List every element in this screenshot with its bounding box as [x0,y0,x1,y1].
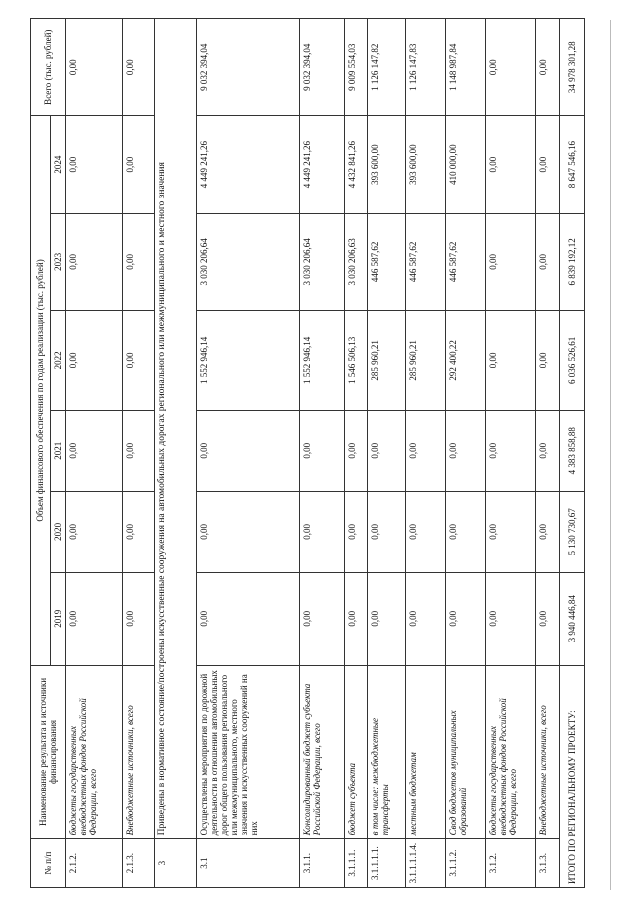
cell-value: 0,00 [485,410,536,491]
table-row [123,19,155,888]
header-row-1 [31,19,51,888]
cell-total: 1 126 147,83 [405,19,445,116]
cell-value: 1 546 506,13 [344,311,367,411]
row-name: Консолидированный бюджет субъекта Российской Федерации, всего [300,665,344,839]
row-name: Свод бюджетов муниципальных образований [445,665,485,839]
cell-value: 0,00 [445,410,485,491]
cell-value: 0,00 [66,311,123,411]
cell-value: 0,00 [445,491,485,572]
cell-value: 446 587,62 [445,213,485,310]
cell-value: 0,00 [196,491,299,572]
cell-value: 0,00 [536,491,559,572]
cell-value: 446 587,62 [367,213,405,310]
row-num: 3.1.1. [300,839,344,888]
table-row [367,19,405,888]
grand-total: 34 978 301,28 [559,19,584,116]
cell-value: 0,00 [66,491,123,572]
total-value: 4 383 858,88 [559,410,584,491]
cell-value: 1 552 946,14 [300,311,344,411]
cell-value: 0,00 [367,491,405,572]
header-year: 2019 [51,572,66,665]
cell-total: 9 032 394,04 [196,19,299,116]
cell-value: 0,00 [66,213,123,310]
cell-value: 0,00 [405,410,445,491]
cell-value: 292 400,22 [445,311,485,411]
cell-value: 3 030 206,64 [300,213,344,310]
cell-value: 0,00 [300,572,344,665]
cell-total: 0,00 [123,19,155,116]
cell-value: 0,00 [536,116,559,213]
section-row [154,19,196,888]
cell-value: 285 960,21 [405,311,445,411]
row-num: 3.1 [196,839,299,888]
cell-value: 0,00 [485,491,536,572]
table-row [300,19,344,888]
cell-total: 0,00 [66,19,123,116]
cell-value: 0,00 [344,410,367,491]
row-num: 3.1.2. [485,839,536,888]
cell-value: 0,00 [66,116,123,213]
cell-value: 0,00 [123,311,155,411]
cell-total: 9 032 394,04 [300,19,344,116]
cell-value: 0,00 [536,311,559,411]
header-year: 2021 [51,410,66,491]
total-value: 3 940 446,84 [559,572,584,665]
row-num: 3.1.1.1. [344,839,367,888]
section-title: Приведены в нормативное состояние/построены искусственные сооружения на автомобильных дорогах регионального или межмуниципального и местного значения [154,19,196,839]
cell-value: 4 449 241,26 [196,116,299,213]
cell-value: 0,00 [485,572,536,665]
table-row [485,19,536,888]
row-num: 3.1.3. [536,839,559,888]
header-year-group: Объем финансового обеспечения по годам реализации (тыс. рублей) [31,116,51,665]
total-label: ИТОГО ПО РЕГИОНАЛЬНОМУ ПРОЕКТУ: [559,665,584,887]
row-name: бюджеты государственных внебюджетных фондов Российской Федерации, всего [485,665,536,839]
cell-value: 0,00 [123,572,155,665]
row-num: 2.1.3. [123,839,155,888]
row-num: 3.1.1.2. [445,839,485,888]
cell-value: 0,00 [485,311,536,411]
total-value: 8 647 546,16 [559,116,584,213]
total-row [559,19,584,888]
header-year: 2020 [51,491,66,572]
header-num: № п/п [31,839,66,888]
cell-total: 1 148 987,84 [445,19,485,116]
table-row [196,19,299,888]
cell-value: 0,00 [367,410,405,491]
table-row [445,19,485,888]
cell-value: 0,00 [123,213,155,310]
table-row [66,19,123,888]
total-value: 6 036 526,61 [559,311,584,411]
table-row [536,19,559,888]
cell-value: 0,00 [196,410,299,491]
cell-value: 0,00 [485,116,536,213]
row-name: Внебюджетные источники, всего [536,665,559,839]
financing-table [30,18,585,888]
cell-value: 0,00 [536,213,559,310]
cell-value: 410 000,00 [445,116,485,213]
cell-value: 0,00 [123,410,155,491]
header-year: 2024 [51,116,66,213]
cell-value: 446 587,62 [405,213,445,310]
cell-value: 0,00 [445,572,485,665]
row-name: Внебюджетные источники, всего [123,665,155,839]
cell-value: 285 960,21 [367,311,405,411]
cell-value: 0,00 [123,491,155,572]
cell-value: 0,00 [344,491,367,572]
row-num: 3.1.1.1.1.4. [405,839,445,888]
cell-value: 0,00 [66,572,123,665]
row-num: 2.1.2. [66,839,123,888]
cell-value: 393 600,00 [367,116,405,213]
cell-value: 0,00 [196,572,299,665]
cell-value: 4 449 241,26 [300,116,344,213]
cell-value: 0,00 [405,491,445,572]
header-name: Наименование результата и источники финансирования [31,665,66,839]
cell-value: 0,00 [344,572,367,665]
cell-value: 0,00 [485,213,536,310]
table-row [344,19,367,888]
cell-value: 4 432 841,26 [344,116,367,213]
table-row [405,19,445,888]
cell-value: 0,00 [367,572,405,665]
cell-value: 3 030 206,64 [196,213,299,310]
header-total: Всего (тыс. рублей) [31,19,66,116]
cell-value: 3 030 206,63 [344,213,367,310]
header-year: 2022 [51,311,66,411]
row-num: 3.1.1.1.1. [367,839,405,888]
cell-total: 1 126 147,82 [367,19,405,116]
row-name: Осуществлены мероприятия по дорожной деятельности в отношении автомобильных дорог общего пользования регионального или межмуниципального, местного значения и искусственных сооружений на них [196,665,299,839]
row-name: в том числе: межбюджетные трансферты [367,665,405,839]
header-year: 2023 [51,213,66,310]
cell-total: 0,00 [536,19,559,116]
row-name: бюджеты государственных внебюджетных фондов Российской Федерации, всего [66,665,123,839]
row-name: местным бюджетам [405,665,445,839]
section-num: 3 [154,839,196,888]
total-value: 6 839 192,12 [559,213,584,310]
rotated-table-wrapper [30,18,585,888]
cell-value: 393 600,00 [405,116,445,213]
cell-value: 0,00 [66,410,123,491]
page-edge-line [610,20,611,890]
cell-value: 0,00 [300,491,344,572]
cell-value: 0,00 [123,116,155,213]
row-name: бюджет субъекта [344,665,367,839]
cell-value: 0,00 [536,572,559,665]
cell-value: 1 552 946,14 [196,311,299,411]
total-value: 5 130 730,67 [559,491,584,572]
cell-value: 0,00 [405,572,445,665]
cell-value: 0,00 [300,410,344,491]
cell-total: 9 009 554,03 [344,19,367,116]
cell-value: 0,00 [536,410,559,491]
cell-total: 0,00 [485,19,536,116]
